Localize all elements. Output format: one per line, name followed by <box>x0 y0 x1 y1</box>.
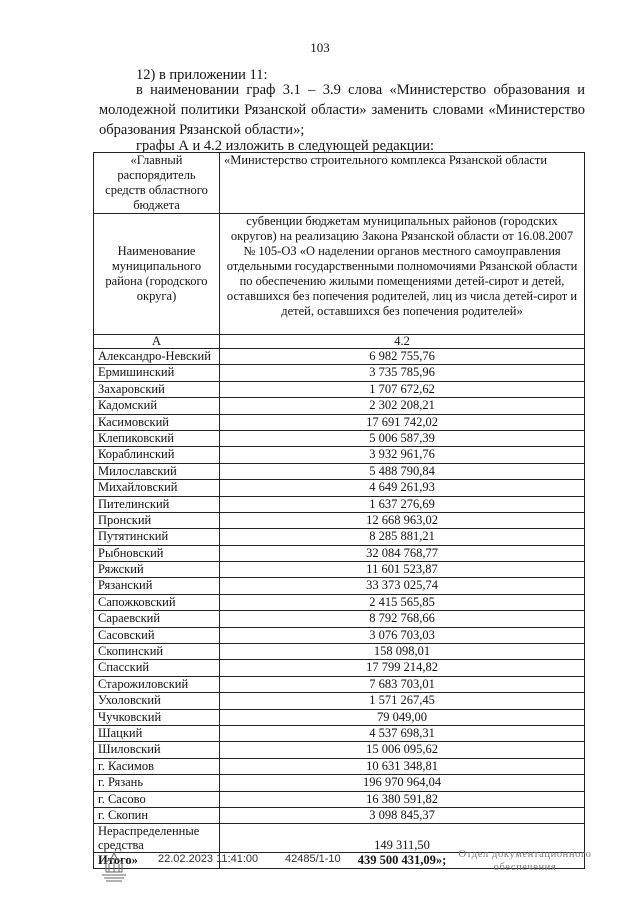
district-name: Клепиковский <box>94 430 220 446</box>
header-left-cell: «Главный распорядитель средств областного бюджета <box>94 153 220 214</box>
table-row <box>94 529 585 545</box>
item-heading: 12) в приложении 11: <box>136 67 268 83</box>
subvention-amount: 16 380 591,82 <box>220 791 585 807</box>
district-name: Кораблинский <box>94 447 220 463</box>
subvention-amount: 3 932 961,76 <box>220 447 585 463</box>
district-name: Захаровский <box>94 381 220 397</box>
table-row <box>94 463 585 479</box>
subvention-amount: 17 799 214,82 <box>220 660 585 676</box>
district-name: Кадомский <box>94 398 220 414</box>
table-row <box>94 709 585 725</box>
district-name: г. Касимов <box>94 758 220 774</box>
district-name: Шиловский <box>94 742 220 758</box>
table-row <box>94 480 585 496</box>
district-name: Рязанский <box>94 578 220 594</box>
index-right: 4.2 <box>220 335 585 349</box>
subvention-amount: 8 285 881,21 <box>220 529 585 545</box>
subvention-amount: 196 970 964,04 <box>220 775 585 791</box>
table-row <box>94 365 585 381</box>
table-row <box>94 381 585 397</box>
district-name: г. Скопин <box>94 807 220 823</box>
subvention-amount: 3 098 845,37 <box>220 807 585 823</box>
table-row <box>94 414 585 430</box>
district-name: Касимовский <box>94 414 220 430</box>
table-row <box>94 791 585 807</box>
subvention-amount: 79 049,00 <box>220 709 585 725</box>
table-row <box>94 349 585 365</box>
subvention-amount: 17 691 742,02 <box>220 414 585 430</box>
district-name: Рыбновский <box>94 545 220 561</box>
footer-doc-number: 42485/1-10 <box>285 853 341 865</box>
table-body <box>94 349 585 824</box>
subvention-amount: 3 735 785,96 <box>220 365 585 381</box>
subvention-amount: 4 649 261,93 <box>220 480 585 496</box>
subheader-left-cell: Наименование муниципального района (городского округа) <box>94 214 220 335</box>
header-row <box>94 153 585 214</box>
subvention-amount: 2 415 565,85 <box>220 594 585 610</box>
table-row <box>94 398 585 414</box>
total-label: Итого» <box>94 853 220 869</box>
table-row <box>94 496 585 512</box>
table-row <box>94 775 585 791</box>
table-row <box>94 512 585 528</box>
table-row <box>94 430 585 446</box>
table-row <box>94 676 585 692</box>
header-right-cell: «Министерство строительного комплекса Рязанской области <box>220 153 585 214</box>
table-row <box>94 742 585 758</box>
subvention-amount: 3 076 703,03 <box>220 627 585 643</box>
subvention-amount: 5 006 587,39 <box>220 430 585 446</box>
district-name: г. Рязань <box>94 775 220 791</box>
district-name: Сапожковский <box>94 594 220 610</box>
district-name: Ухоловский <box>94 693 220 709</box>
appendix-table <box>93 152 585 869</box>
district-name: Пителинский <box>94 496 220 512</box>
table-row <box>94 627 585 643</box>
table-row <box>94 545 585 561</box>
unallocated-value: 149 311,50 <box>220 824 585 853</box>
subvention-amount: 4 537 698,31 <box>220 725 585 741</box>
district-name: Путятинский <box>94 529 220 545</box>
subvention-amount: 6 982 755,76 <box>220 349 585 365</box>
district-name: Михайловский <box>94 480 220 496</box>
district-name: Александро-Невский <box>94 349 220 365</box>
district-name: Чучковский <box>94 709 220 725</box>
table-row <box>94 807 585 823</box>
table-row <box>94 693 585 709</box>
subvention-amount: 12 668 963,02 <box>220 512 585 528</box>
table-row <box>94 758 585 774</box>
district-name: Спасский <box>94 660 220 676</box>
table-row <box>94 562 585 578</box>
page-number: 103 <box>310 40 330 55</box>
columns-paragraph: графы А и 4.2 изложить в следующей редакции: <box>136 138 435 154</box>
subheader-right-cell: субвенции бюджетам муниципальных районов (городских округов) на реализацию Закона Рязанской области от 16.08.2007 № 105-ОЗ «О наделении органов местного самоуправления отдельными государственными полномочиями Рязанской области по обеспечению жилыми помещениями детей-сирот и детей, оставшихся без попечения родителей, лиц из числа детей-сирот и детей, оставшихся без попечения родителей» <box>220 214 585 335</box>
subvention-amount: 158 098,01 <box>220 644 585 660</box>
subvention-amount: 2 302 208,21 <box>220 398 585 414</box>
table-row <box>94 578 585 594</box>
total-value: 439 500 431,09»; <box>220 853 585 869</box>
index-left: А <box>94 335 220 349</box>
table-row <box>94 447 585 463</box>
table-row <box>94 611 585 627</box>
district-name: Шацкий <box>94 725 220 741</box>
district-name: Ряжский <box>94 562 220 578</box>
district-name: Скопинский <box>94 644 220 660</box>
district-name: Старожиловский <box>94 676 220 692</box>
subvention-amount: 33 373 025,74 <box>220 578 585 594</box>
district-name: Сасовский <box>94 627 220 643</box>
district-name: Ермишинский <box>94 365 220 381</box>
subvention-amount: 1 707 672,62 <box>220 381 585 397</box>
table-row <box>94 644 585 660</box>
footer-datetime: 22.02.2023 11:41:00 <box>158 853 259 865</box>
subvention-amount: 15 006 095,62 <box>220 742 585 758</box>
subvention-amount: 5 488 790,84 <box>220 463 585 479</box>
table-row <box>94 594 585 610</box>
unallocated-label: Нераспределенные средства <box>94 824 220 853</box>
subvention-amount: 1 571 267,45 <box>220 693 585 709</box>
column-index-row <box>94 335 585 349</box>
subvention-amount: 32 084 768,77 <box>220 545 585 561</box>
district-name: г. Сасово <box>94 791 220 807</box>
district-name: Пронский <box>94 512 220 528</box>
department-stamp: Отдел документационного обеспечения <box>458 849 592 873</box>
table-row <box>94 660 585 676</box>
table-row <box>94 725 585 741</box>
subvention-amount: 10 631 348,81 <box>220 758 585 774</box>
subvention-amount: 8 792 768,66 <box>220 611 585 627</box>
subvention-amount: 7 683 703,01 <box>220 676 585 692</box>
seal-logo-icon <box>97 850 131 884</box>
subheader-row <box>94 214 585 335</box>
replacement-paragraph: в наименовании граф 3.1 – 3.9 слова «Министерство образования и молодежной политики Рязанской области» заменить словами «Министерство образования Рязанской области»; <box>99 82 585 138</box>
subvention-amount: 1 637 276,69 <box>220 496 585 512</box>
subvention-amount: 11 601 523,87 <box>220 562 585 578</box>
district-name: Сараевский <box>94 611 220 627</box>
district-name: Милославский <box>94 463 220 479</box>
